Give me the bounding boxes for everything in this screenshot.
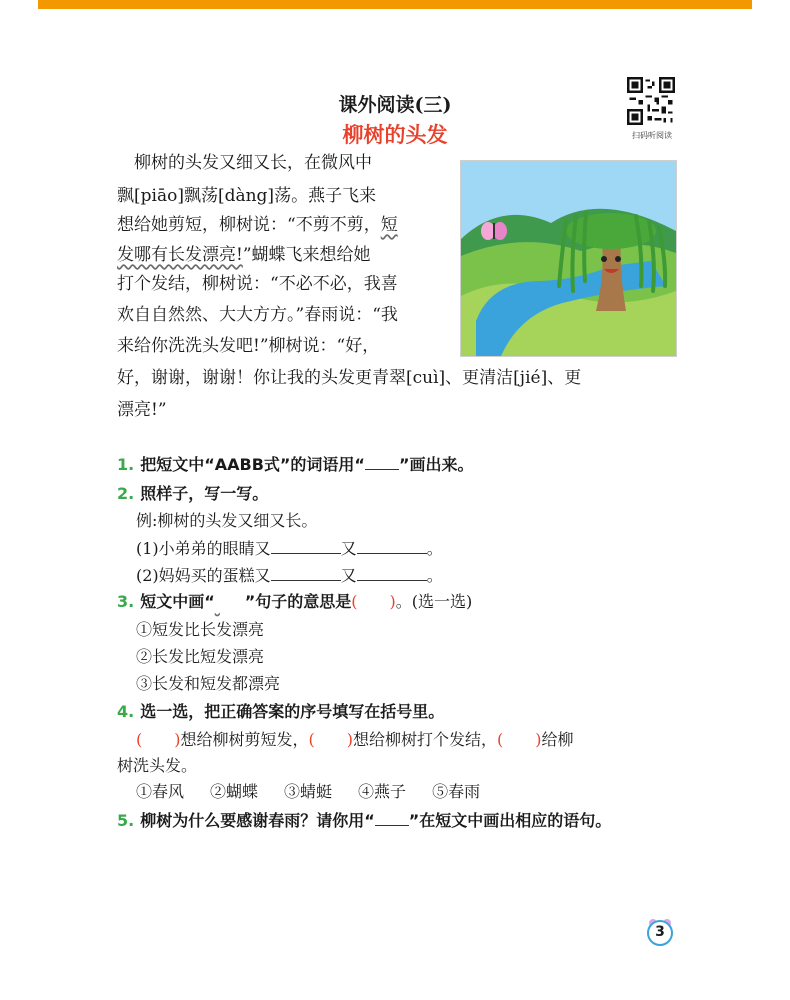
question-number: 1. bbox=[117, 455, 135, 474]
wavy-line-sample bbox=[215, 592, 245, 611]
choice-item: ①春风 bbox=[136, 782, 185, 801]
choice-item: ⑤春雨 bbox=[432, 782, 481, 801]
q2-item-1: (1)小弟弟的眼睛又 又 。 bbox=[136, 539, 443, 558]
q4-choices bbox=[136, 779, 506, 802]
question-number: 5. bbox=[117, 811, 135, 830]
passage-line: 漂亮!” bbox=[117, 400, 167, 420]
story-title: 柳树的头发 bbox=[342, 123, 448, 147]
passage-line: 柳树的头发又细又长，在微风中 bbox=[117, 153, 372, 173]
answer-parentheses[interactable]: ( ) bbox=[497, 730, 542, 749]
question-4: 4. 选一选，把正确答案的序号填写在括号里。 bbox=[117, 702, 445, 721]
willow-tree-illustration bbox=[460, 160, 677, 357]
answer-blank[interactable] bbox=[271, 566, 341, 581]
passage-line: 好，谢谢，谢谢！你让我的头发更青翠[cuì]、更清洁[jié]、更 bbox=[117, 368, 582, 388]
qr-code-icon[interactable] bbox=[627, 77, 675, 125]
q4-sentence-cont: 树洗头发。 bbox=[117, 756, 198, 775]
choice-item: ②蝴蝶 bbox=[210, 782, 259, 801]
q4-sentence: ( )想给柳树剪短发，( )想给柳树打个发结，( )给柳 bbox=[136, 730, 574, 749]
choice-item: ③蜻蜓 bbox=[284, 782, 333, 801]
question-3: 3. 短文中画“ ”句子的意思是( )。(选一选) bbox=[117, 592, 473, 611]
answer-parentheses[interactable]: ( ) bbox=[308, 730, 354, 749]
answer-parentheses[interactable]: ( ) bbox=[136, 730, 181, 749]
question-number: 3. bbox=[117, 592, 135, 611]
passage-line: 打个发结，柳树说：“不必不必，我喜 bbox=[117, 274, 398, 294]
passage-line: 欢自自然然、大大方方。”春雨说：“我 bbox=[117, 305, 398, 325]
passage-line: 飘[piāo]飘荡[dàng]荡。燕子飞来 bbox=[117, 186, 377, 206]
passage-line: 想给她剪短，柳树说：“不剪不剪，短 bbox=[117, 215, 398, 235]
option-1: ①短发比长发漂亮 bbox=[136, 620, 265, 639]
option-3: ③长发和短发都漂亮 bbox=[136, 674, 281, 693]
page-title: 课外阅读(三) bbox=[338, 94, 452, 116]
choice-item: ④燕子 bbox=[358, 782, 407, 801]
question-number: 2. bbox=[117, 484, 135, 503]
top-orange-bar bbox=[38, 0, 752, 9]
underline-sample bbox=[365, 455, 399, 470]
answer-parentheses[interactable]: ( ) bbox=[351, 592, 396, 611]
answer-blank[interactable] bbox=[271, 539, 341, 554]
page-number: 3 bbox=[655, 924, 665, 940]
question-1: 1. 把短文中“AABB式”的词语用“ ”画出来。 bbox=[117, 455, 474, 474]
answer-blank[interactable] bbox=[357, 566, 427, 581]
passage-line: 发哪有长发漂亮!”蝴蝶飞来想给她 bbox=[117, 245, 371, 265]
question-5: 5. 柳树为什么要感谢春雨？请你用“ ”在短文中画出相应的语句。 bbox=[117, 811, 612, 830]
question-2: 2. 照样子，写一写。 bbox=[117, 484, 269, 503]
q2-item-2: (2)妈妈买的蛋糕又 又 。 bbox=[136, 566, 443, 585]
underline-sample bbox=[375, 811, 409, 826]
option-2: ②长发比短发漂亮 bbox=[136, 647, 265, 666]
example-sentence: 例:柳树的头发又细又长。 bbox=[136, 511, 318, 530]
qr-caption: 扫码听阅读 bbox=[632, 131, 672, 140]
passage-line: 来给你洗洗头发吧!”柳树说：“好， bbox=[117, 336, 380, 356]
answer-blank[interactable] bbox=[357, 539, 427, 554]
question-number: 4. bbox=[117, 702, 135, 721]
